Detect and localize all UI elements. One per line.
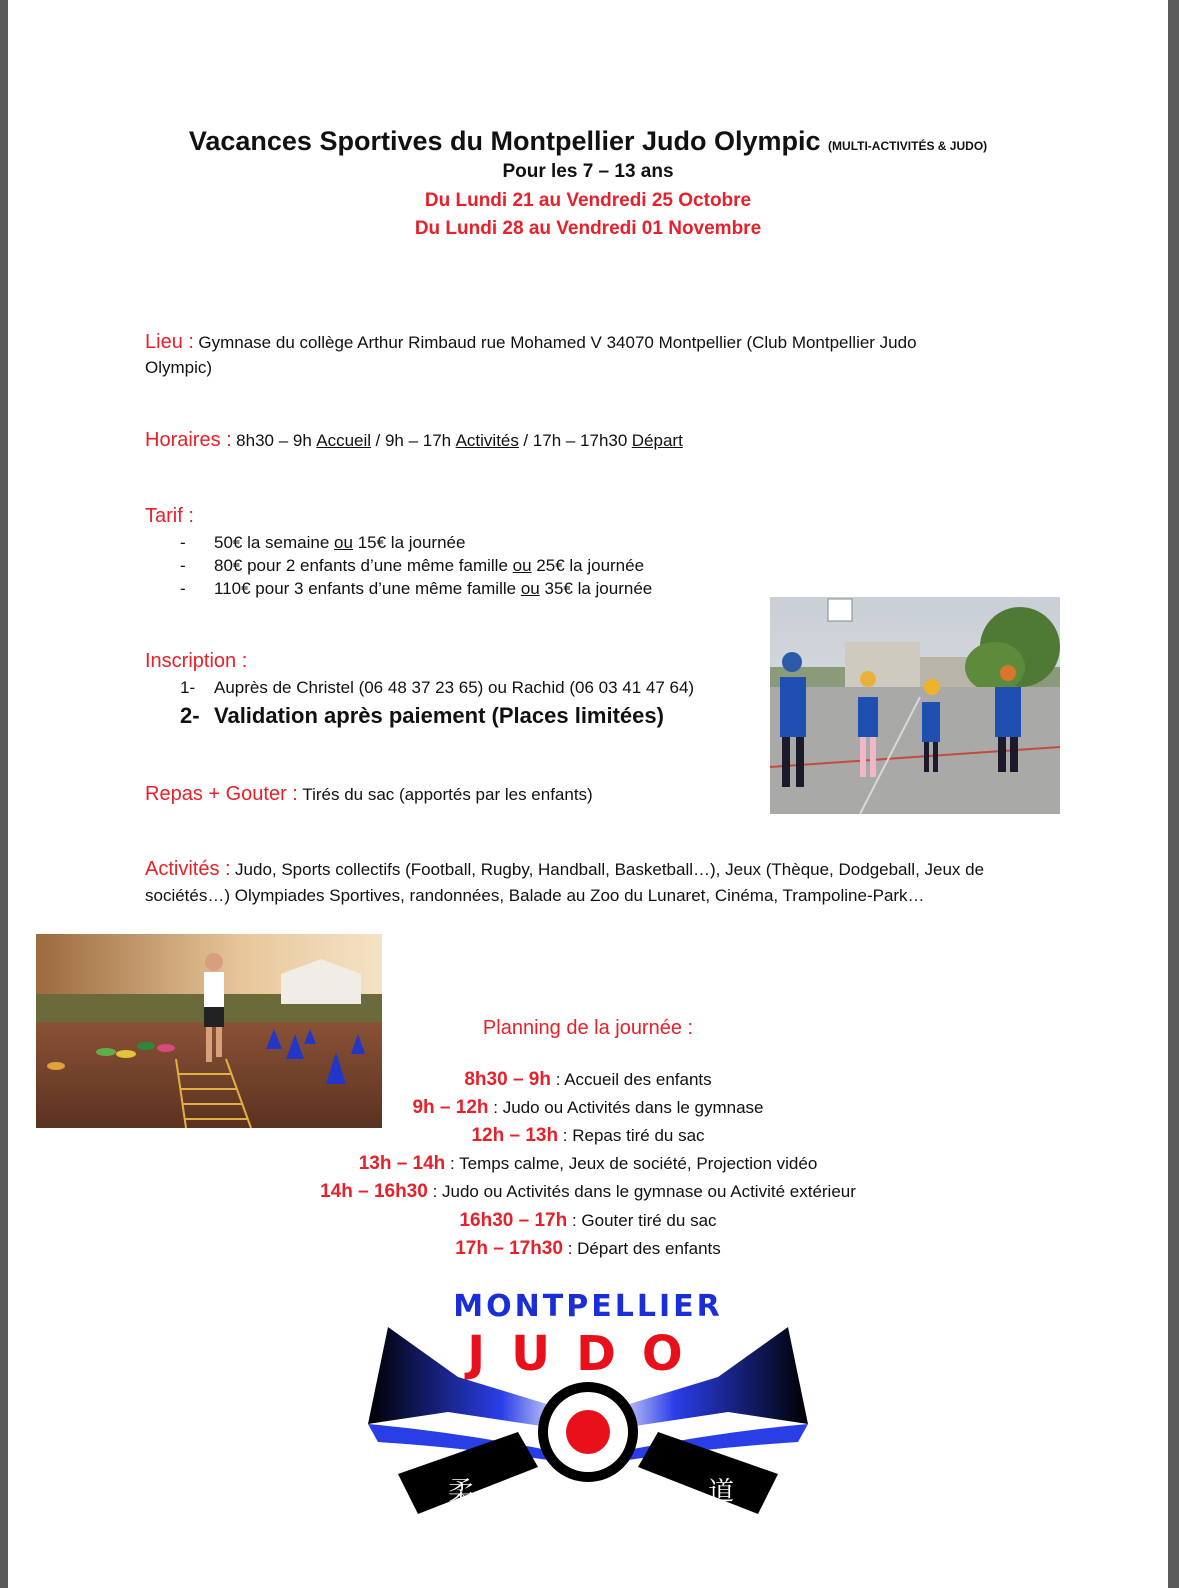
planning-time: 16h30 – 17h: [459, 1210, 568, 1231]
title-text: Vacances Sportives du Montpellier Judo Olympic: [188, 126, 821, 156]
planning-row: [8, 1238, 1168, 1260]
activites-line-1: Judo, Sports collectifs (Football, Rugby, Handball, Basketball…), Jeux (Thèque, Dodgeball, Jeux de: [235, 860, 985, 879]
tarif-price: 50€ la semaine: [214, 533, 330, 552]
list-dash: -: [180, 579, 186, 598]
planning-row: [8, 1097, 1168, 1119]
planning-time: 17h – 17h30: [455, 1238, 563, 1259]
activites-label: Activités :: [145, 858, 231, 880]
kids-with-balls-photo: [770, 597, 1060, 814]
planning-row: [8, 1210, 1168, 1232]
horaires-accueil-time: 8h30 – 9h: [236, 431, 312, 450]
planning-desc: : Départ des enfants: [567, 1239, 721, 1258]
tarif-day-price: 35€ la journée: [544, 579, 653, 598]
tarif-or: ou: [512, 556, 532, 575]
lieu-line-1: Gymnase du collège Arthur Rimbaud rue Mohamed V 34070 Montpellier (Club Montpellier Judo: [198, 333, 917, 352]
planning-time: 9h – 12h: [412, 1097, 489, 1118]
logo-top-text: MONTPELLIER: [453, 1289, 723, 1324]
tarif-or: ou: [520, 579, 540, 598]
activites-section: [145, 858, 984, 881]
planning-desc: : Judo ou Activités dans le gymnase ou Activité extérieur: [432, 1182, 856, 1201]
planning-row: [8, 1125, 1168, 1147]
tarif-day-price: 25€ la journée: [536, 556, 645, 575]
repas-text: Tirés du sac (apportés par les enfants): [302, 785, 593, 804]
planning-desc: : Temps calme, Jeux de société, Projection vidéo: [450, 1154, 818, 1173]
list-dash: -: [180, 533, 186, 552]
planning-desc: : Repas tiré du sac: [562, 1126, 705, 1145]
horaires-activites-label: Activités: [455, 431, 519, 450]
list-dash: -: [180, 556, 186, 575]
page-title: [8, 126, 1168, 157]
repas-label: Repas + Gouter :: [145, 783, 298, 805]
planning-row: [8, 1181, 1168, 1203]
list-number: 1-: [180, 678, 196, 697]
planning-time: 8h30 – 9h: [464, 1069, 551, 1090]
horaires-section: [145, 429, 683, 452]
document-page: [8, 0, 1168, 1588]
planning-row: [8, 1153, 1168, 1175]
planning-time: 14h – 16h30: [320, 1181, 428, 1202]
inscription-validation: Validation après paiement (Places limitées): [214, 703, 664, 728]
title-note: (MULTI-ACTIVITÉS & JUDO): [828, 139, 988, 153]
horaires-depart-label: Départ: [631, 431, 683, 450]
tarif-day-price: 15€ la journée: [357, 533, 466, 552]
lieu-label: Lieu :: [145, 331, 194, 353]
activites-line-2: sociétés…) Olympiades Sportives, randonnées, Balade au Zoo du Lunaret, Cinéma, Trampoline-Park…: [145, 886, 925, 905]
list-number: 2-: [180, 703, 200, 728]
age-range: Pour les 7 – 13 ans: [502, 161, 674, 182]
repas-section: [145, 783, 593, 806]
logo-kanji-right: 道: [708, 1477, 735, 1507]
planning-row: [8, 1069, 1168, 1091]
horaires-depart-time: / 17h – 17h30: [523, 431, 628, 450]
lieu-section: [145, 331, 917, 354]
montpellier-judo-logo: [348, 1282, 828, 1532]
planning-desc: : Gouter tiré du sac: [571, 1211, 717, 1230]
planning-title: Planning de la journée :: [482, 1017, 694, 1039]
lieu-line-2: Olympic): [145, 358, 213, 377]
planning-time: 12h – 13h: [471, 1125, 559, 1146]
tarif-price: 80€ pour 2 enfants d’une même famille: [214, 556, 508, 575]
week-1-dates: Du Lundi 21 au Vendredi 25 Octobre: [424, 190, 752, 211]
planning-time: 13h – 14h: [358, 1153, 446, 1174]
logo-kanji-left: 柔: [448, 1477, 475, 1507]
horaires-activites-time: / 9h – 17h: [375, 431, 452, 450]
inscription-contacts: Auprès de Christel (06 48 37 23 65) ou Rachid (06 03 41 47 64): [214, 678, 695, 697]
horaires-label: Horaires :: [145, 429, 232, 451]
tarif-or: ou: [334, 533, 353, 552]
horaires-accueil-label: Accueil: [316, 431, 372, 450]
logo-bottom-text: JUDO: [467, 1326, 709, 1382]
tarif-label: Tarif :: [145, 505, 194, 527]
planning-desc: : Judo ou Activités dans le gymnase: [493, 1098, 764, 1117]
inscription-label: Inscription :: [145, 650, 248, 672]
planning-desc: : Accueil des enfants: [555, 1070, 712, 1089]
week-2-dates: Du Lundi 28 au Vendredi 01 Novembre: [414, 218, 762, 239]
tarif-price: 110€ pour 3 enfants d’une même famille: [214, 579, 517, 598]
